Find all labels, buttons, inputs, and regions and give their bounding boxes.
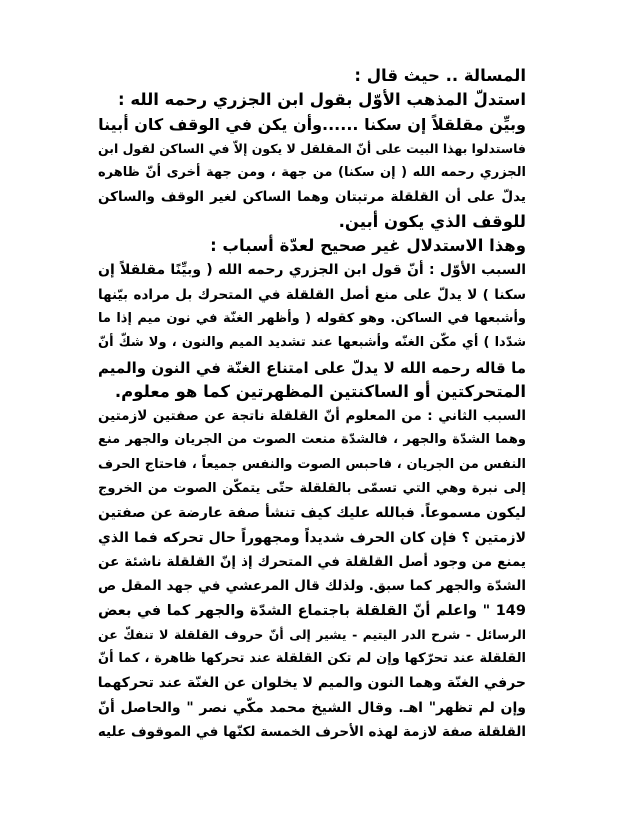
text-line: القلقلة صفة لازمة لهذه الأحرف الخمسة لكنّها في الموقوف عليه bbox=[98, 724, 526, 741]
text-line: لازمتين ؟ فإن كان الحرف شديداً ومجهوراً حال تحركه فما الذي bbox=[98, 529, 526, 546]
text-line: الرسائل - شرح الدر اليتيم - يشير إلى أنّ حروف القلقلة لا تنفكّ عن bbox=[98, 626, 526, 642]
text-line: استدلّ المذهب الأوّل بقول ابن الجزري رحمه الله : bbox=[118, 90, 526, 110]
text-line: وهما الشدّة والجهر ، فالشدّة منعت الصوت من الجريان والجهر منع bbox=[98, 432, 526, 448]
text-line: فاستدلوا بهذا البيت على أنّ المقلقل لا يكون إلاّ في الساكن لقول ابن bbox=[98, 140, 526, 156]
text-line: ليكون مسموعاً. فبالله عليك كيف تنشأ صفة عارضة عن صفتين bbox=[98, 505, 526, 522]
text-line: القلقلة عند تحرّكها وإن لم تكن القلقلة عند تحركها ظاهرة ، كما أنّ bbox=[98, 651, 526, 667]
text-line: الجزري رحمه الله ( إن سكنا) من جهة ، ومن جهة أخرى أنّ ظاهره bbox=[98, 165, 526, 181]
document-body bbox=[98, 64, 526, 744]
text-line: وبيِّن مقلقلاً إن سكنا ......وأن يكن في الوقف كان أبينا bbox=[98, 114, 526, 134]
text-line: المتحركتين أو الساكنتين المظهرتين كما هو معلوم. bbox=[114, 381, 526, 401]
text-line: وهذا الاستدلال غير صحيح لعدّة أسباب : bbox=[210, 236, 526, 256]
text-line: السبب الأوّل : أنّ قول ابن الجزري رحمه الله ( وبيِّنًا مقلقلاً إن bbox=[98, 262, 526, 279]
text-line: وأشبعها في الساكن. وهو كقوله ( وأظهر الغنّة في نون ميم إذا ما bbox=[98, 310, 526, 326]
text-line: 149 " واعلم أنّ القلقلة باجتماع الشدّة والجهر كما في بعض bbox=[98, 602, 526, 619]
text-line: المسالة .. حيث قال : bbox=[354, 66, 526, 85]
text-line: إلى نبرة وهي التي تسمّى بالقلقلة حتّى يتمكّن الصوت من الخروج bbox=[98, 481, 526, 497]
text-line: ما قاله رحمه الله لا يدلّ على امتناع الغنّة في النون والميم bbox=[98, 358, 526, 377]
text-line: النفس من الجريان ، فاحبس الصوت والنفس جميعاً ، فاحتاج الحرف bbox=[98, 456, 526, 472]
text-line: السبب الثاني : من المعلوم أنّ القلقلة ناتجة عن صفتين لازمتين bbox=[98, 408, 526, 425]
text-line: وإن لم تظهر" اهـ. وقال الشيخ محمد مكّي نصر " والحاصل أنّ bbox=[98, 699, 526, 716]
text-line: يدلّ على أن القلقلة مرتبتان وهما الساكن لغير الوقف والساكن bbox=[98, 189, 526, 206]
text-line: الشدّة والجهر كما سبق. ولذلك قال المرعشي في جهد المقل ص bbox=[98, 578, 526, 595]
text-line: حرفي الغنّة وهما النون والميم لا يخلوان عن الغنّة عند تحركهما bbox=[98, 675, 526, 692]
text-line: للوقف الذي يكون أبين. bbox=[338, 211, 526, 231]
text-line: سكنا ) لا يدلّ على منع أصل القلقلة في المتحرك بل مراده بيّنها bbox=[98, 286, 526, 303]
text-line: يمنع من وجود أصل القلقلة في المتحرك إذ إنّ القلقلة ناشئة عن bbox=[98, 553, 526, 570]
text-line: شدّدا ) أي مكّن الغنّه وأشبعها عند تشديد الميم والنون ، ولا شكّ أنّ bbox=[98, 335, 526, 351]
